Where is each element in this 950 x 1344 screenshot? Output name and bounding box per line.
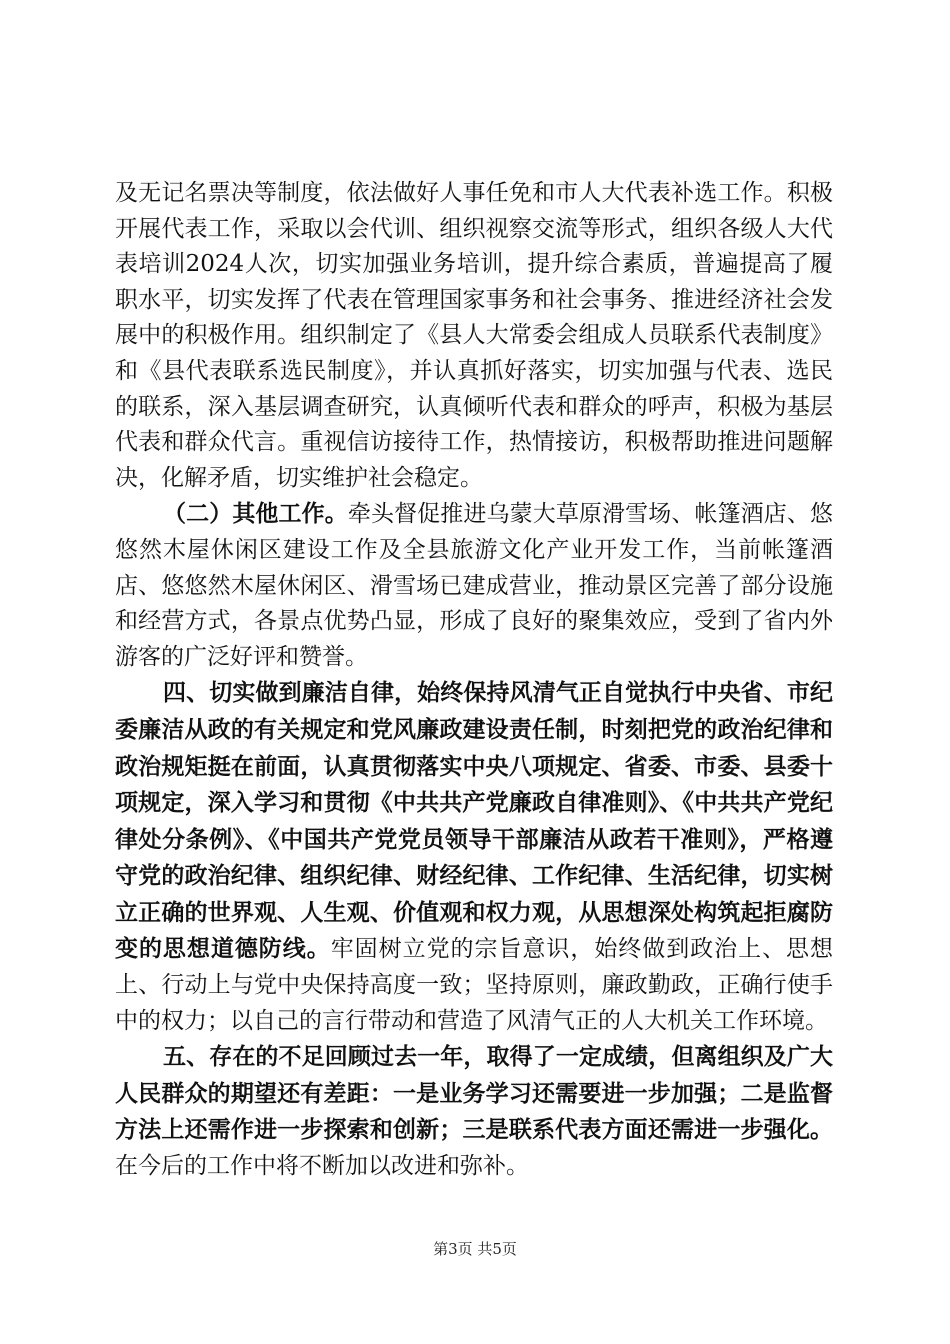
paragraph-1-text: 及无记名票决等制度，依法做好人事任免和市人大代表补选工作。积极开展代表工作，采取以会代训、组织视察交流等形式，组织各级人大代表培训2024人次，切实加强业务培训，提升综合素质，普遍提高了履职水平，切实发挥了代表在管理国家事务和社会事务、推进经济社会发展中的积极作用。组织制定了《县人大常委会组成人员联系代表制度》和《县代表联系选民制度》，并认真抓好落实，切实加强与代表、选民的联系，深入基层调查研究，认真倾听代表和群众的呼声，积极为基层代表和群众代言。重视信访接待工作，热情接访，积极帮助推进问题解决，化解矛盾，切实维护社会稳定。	[115, 180, 833, 491]
paragraph-3-heading: 四、切实做到廉洁自律，始终保持风清气正自觉执行中央省、市纪委廉洁从政的有关规定和党风廉政建设责任制，时刻把党的政治纪律和政治规矩挺在前面，认真贯彻落实中央八项规定、省委、市委、县委十项规定，深入学习和贯彻《中共共产党廉政自律准则》、《中共共产党纪律处分条例》、《中国共产党党员领导干部廉洁从政若干准则》，严格遵守党的政治纪律、组织纪律、财经纪律、工作纪律、生活纪律，切实树立正确的世界观、人生观、价值观和权力观，从思想深处构筑起拒腐防变的思想道德防线。	[115, 679, 833, 963]
paragraph-3-text: 牢固树立党的宗旨意识，始终做到政治上、思想上、行动上与党中央保持高度一致；坚持原则，廉政勤政，正确行使手中的权力；以自己的言行带动和营造了风清气正的人大机关工作环境。	[115, 936, 834, 1034]
page-number-footer: 第3页 共5页	[433, 1240, 517, 1258]
paragraph-3	[115, 675, 833, 1039]
document-body	[115, 176, 833, 1185]
paragraph-4-heading: 五、存在的不足回顾过去一年，取得了一定成绩，但离组织及广大人民群众的期望还有差距：一是业务学习还需要进一步加强；二是监督方法上还需作进一步探索和创新；三是联系代表方面还需进一步强化。	[115, 1043, 833, 1144]
paragraph-4-text: 在今后的工作中将不断加以改进和弥补。	[115, 1153, 529, 1180]
paragraph-2-text: 牵头督促推进乌蒙大草原滑雪场、帐篷酒店、悠悠然木屋休闲区建设工作及全县旅游文化产业开发工作，当前帐篷酒店、悠悠然木屋休闲区、滑雪场已建成营业，推动景区完善了部分设施和经营方式，各景点优势凸显，形成了良好的聚集效应，受到了省内外游客的广泛好评和赞誉。	[115, 501, 834, 670]
paragraph-2-heading: （二）其他工作。	[163, 500, 348, 528]
paragraph-1	[115, 176, 833, 496]
paragraph-2	[115, 496, 833, 675]
paragraph-4	[115, 1039, 833, 1184]
